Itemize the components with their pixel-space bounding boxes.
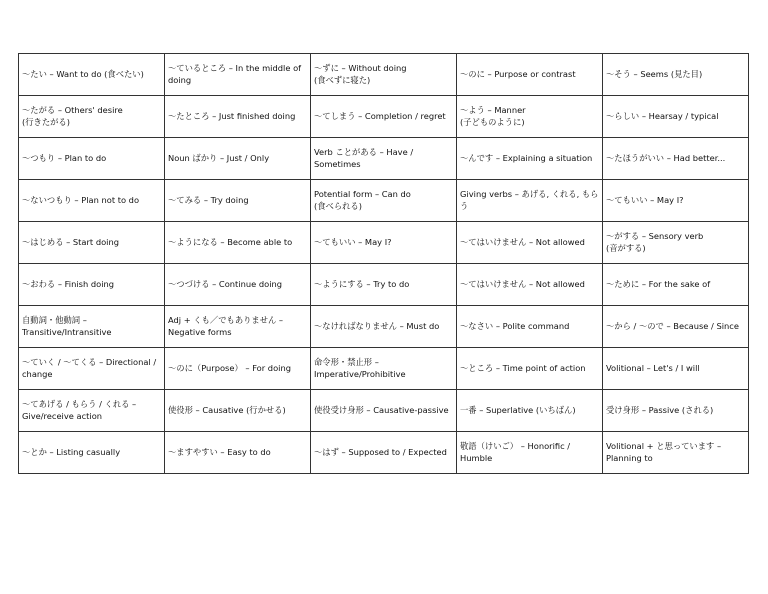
table-cell: Volitional + と思っています – Planning to xyxy=(603,432,749,474)
table-cell: ～がする – Sensory verb (音がする) xyxy=(603,222,749,264)
table-cell: Noun ばかり – Just / Only xyxy=(165,138,311,180)
table-cell: ～ところ – Time point of action xyxy=(457,348,603,390)
table-cell: ～ないつもり – Plan not to do xyxy=(19,180,165,222)
table-cell: ～てはいけません – Not allowed xyxy=(457,222,603,264)
table-cell: 使役受け身形 – Causative-passive xyxy=(311,390,457,432)
table-cell: ～つづける – Continue doing xyxy=(165,264,311,306)
table-cell: 命令形・禁止形 – Imperative/Prohibitive xyxy=(311,348,457,390)
table-cell: 受け身形 – Passive (される) xyxy=(603,390,749,432)
table-cell: ～てもいい – May I? xyxy=(311,222,457,264)
table-row xyxy=(19,54,749,96)
table-cell: ～ていく / ～てくる – Directional / change xyxy=(19,348,165,390)
table-cell: ～たがる – Others' desire (行きたがる) xyxy=(19,96,165,138)
table-cell: ～そう – Seems (見た目) xyxy=(603,54,749,96)
table-cell: ～ようにする – Try to do xyxy=(311,264,457,306)
table-cell: 敬語（けいご） – Honorific / Humble xyxy=(457,432,603,474)
table-cell: ～のに – Purpose or contrast xyxy=(457,54,603,96)
table-cell: ～のに（Purpose） – For doing xyxy=(165,348,311,390)
table-cell: ～なさい – Polite command xyxy=(457,306,603,348)
table-cell: ～てもいい – May I? xyxy=(603,180,749,222)
table-cell: Volitional – Let's / I will xyxy=(603,348,749,390)
table-cell: ～たほうがいい – Had better... xyxy=(603,138,749,180)
table-cell: ～つもり – Plan to do xyxy=(19,138,165,180)
table-row xyxy=(19,96,749,138)
table-cell: ～ようになる – Become able to xyxy=(165,222,311,264)
table-row xyxy=(19,390,749,432)
table-row xyxy=(19,348,749,390)
table-cell: ～たところ – Just finished doing xyxy=(165,96,311,138)
table-cell: ～ずに – Without doing (食べずに寝た) xyxy=(311,54,457,96)
table-cell: Verb ことがある – Have / Sometimes xyxy=(311,138,457,180)
table-cell: Adj + くも／でもありません – Negative forms xyxy=(165,306,311,348)
table-cell: Potential form – Can do (食べられる) xyxy=(311,180,457,222)
table-cell: 自動詞・他動詞 – Transitive/Intransitive xyxy=(19,306,165,348)
grammar-table xyxy=(18,53,749,474)
table-row xyxy=(19,264,749,306)
table-cell: ～てしまう – Completion / regret xyxy=(311,96,457,138)
table-cell: ～よう – Manner (子どものように) xyxy=(457,96,603,138)
table-cell: ～なければなりません – Must do xyxy=(311,306,457,348)
table-cell: ～んです – Explaining a situation xyxy=(457,138,603,180)
table-cell: ～らしい – Hearsay / typical xyxy=(603,96,749,138)
table-cell: ～てあげる / もらう / くれる – Give/receive action xyxy=(19,390,165,432)
table-cell: ～とか – Listing casually xyxy=(19,432,165,474)
grammar-table-body xyxy=(19,54,749,474)
table-cell: ～ために – For the sake of xyxy=(603,264,749,306)
table-cell: Giving verbs – あげる, くれる, もらう xyxy=(457,180,603,222)
table-cell: ～てはいけません – Not allowed xyxy=(457,264,603,306)
table-cell: ～はじめる – Start doing xyxy=(19,222,165,264)
table-cell: ～てみる – Try doing xyxy=(165,180,311,222)
table-row xyxy=(19,306,749,348)
table-row xyxy=(19,432,749,474)
table-row xyxy=(19,138,749,180)
table-cell: ～たい – Want to do (食べたい) xyxy=(19,54,165,96)
table-cell: 使役形 – Causative (行かせる) xyxy=(165,390,311,432)
table-cell: ～ますやすい – Easy to do xyxy=(165,432,311,474)
table-row xyxy=(19,180,749,222)
table-cell: ～はず – Supposed to / Expected xyxy=(311,432,457,474)
table-cell: ～おわる – Finish doing xyxy=(19,264,165,306)
table-cell: 一番 – Superlative (いちばん) xyxy=(457,390,603,432)
table-cell: ～から / ～ので – Because / Since xyxy=(603,306,749,348)
table-cell: ～ているところ – In the middle of doing xyxy=(165,54,311,96)
table-row xyxy=(19,222,749,264)
